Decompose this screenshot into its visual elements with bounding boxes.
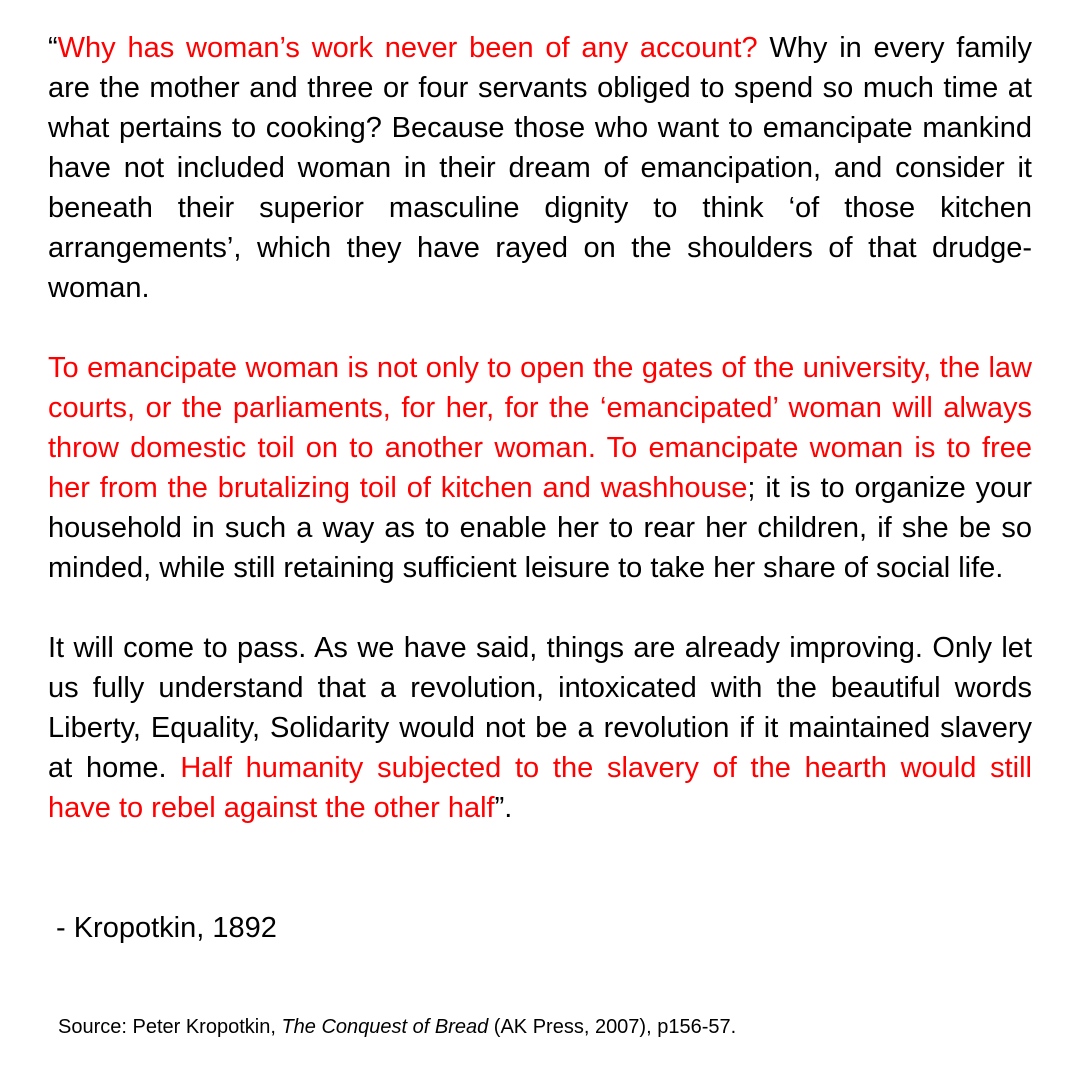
paragraph-text: Why in every family are the mother and three or four servants obliged to spend so much time at what pertains to cooking? Because those who want to emancipate mankind have not included woman in their dream of emancipation, and consider it beneath their superior masculine dignity to think ‘of those kitchen arrangements’, which they have rayed on the shoulders of that drudge-woman. xyxy=(48,32,1032,304)
source-book-title: The Conquest of Bread xyxy=(281,1016,489,1038)
opening-quote-mark: “ xyxy=(48,32,58,64)
attribution: - Kropotkin, 1892 xyxy=(56,912,277,944)
quote-body xyxy=(48,28,1032,828)
quote-paragraph-3 xyxy=(48,628,1032,828)
source-citation xyxy=(58,1014,736,1040)
paragraph-text: It will come to pass. As we have said, things are already improving. Only let us fully understand that a revolution, intoxicated with the beautiful words Liberty, Equality, Solidarity would not be a revolution if it maintained slavery at home. xyxy=(48,632,1032,784)
source-prefix: Source: Peter Kropotkin, xyxy=(58,1016,282,1038)
quote-paragraph-2 xyxy=(48,348,1032,588)
quote-paragraph-1 xyxy=(48,28,1032,308)
highlighted-text: To emancipate woman is not only to open the gates of the university, the law courts, or the parliaments, for her, for the ‘emancipated’ woman will always throw domestic toil on to another woman. To emancipate woman is to free her from the brutalizing toil of kitchen and washhouse xyxy=(48,352,1032,504)
highlighted-text: Half humanity subjected to the slavery of the hearth would still have to rebel against the other half xyxy=(48,752,1033,824)
source-suffix: (AK Press, 2007), p156-57. xyxy=(488,1016,737,1038)
paragraph-text: ; it is to organize your household in such a way as to enable her to rear her children, if she be so minded, while still retaining sufficient leisure to take her share of social life. xyxy=(48,472,1032,584)
closing-quote-mark: ”. xyxy=(494,792,513,824)
highlighted-text: Why has woman’s work never been of any account? xyxy=(57,32,758,64)
